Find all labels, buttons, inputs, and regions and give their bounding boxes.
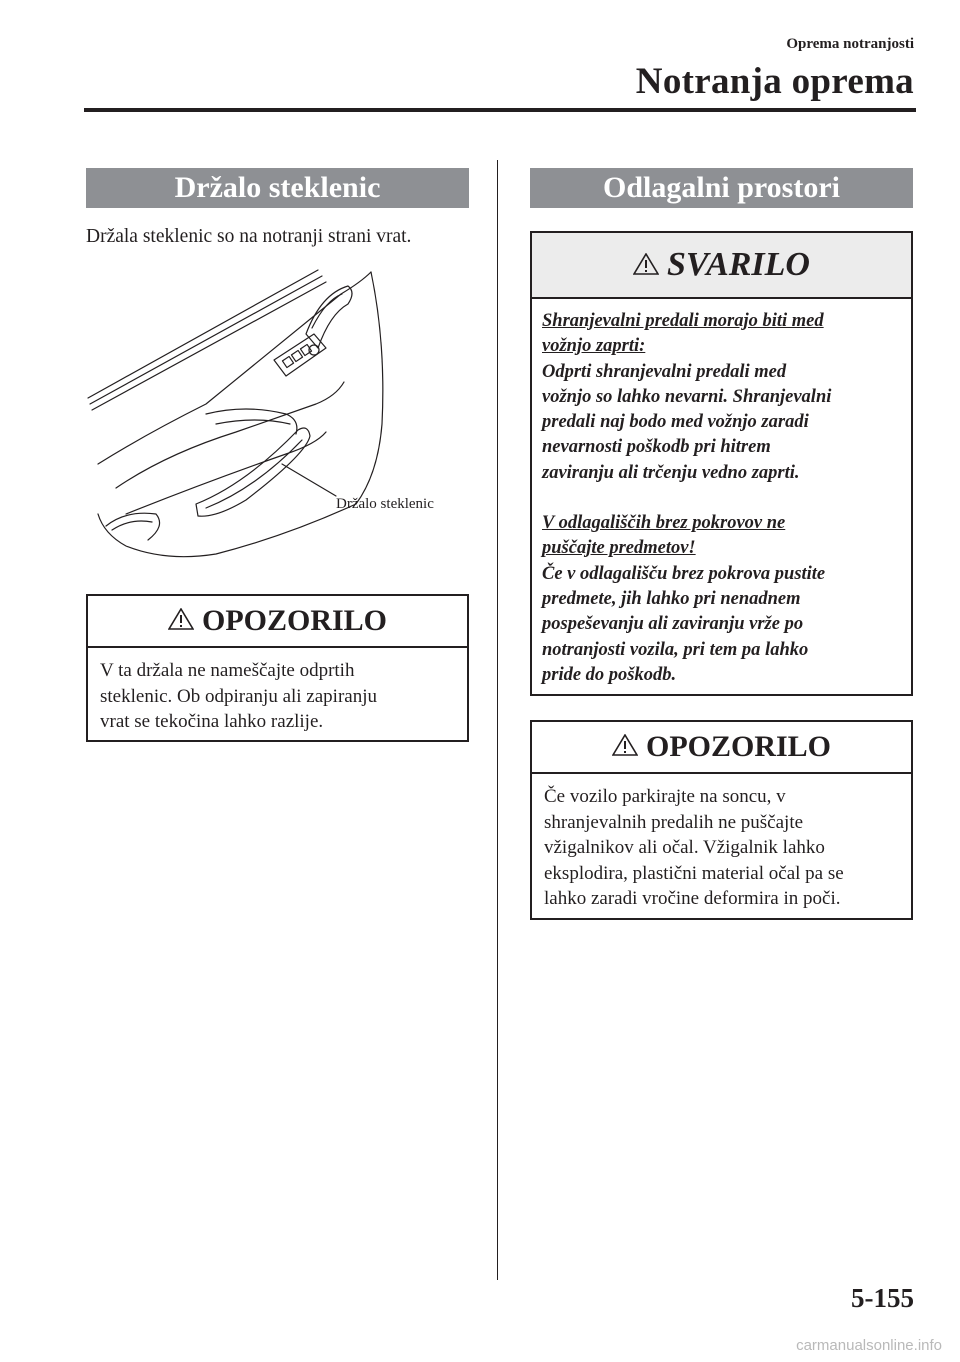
danger-line: pride do poškodb.: [542, 664, 677, 685]
danger-line: predmete, jih lahko pri nenadnem: [542, 588, 801, 609]
header-rule: [84, 108, 916, 112]
warning-line: vrat se tekočina lahko razlije.: [100, 711, 324, 732]
danger-line: pospeševanju ali zaviranju vrže po: [542, 614, 804, 635]
danger-line: Odprti shranjevalni predali med: [542, 361, 787, 382]
bottle-holder-heading: Držalo steklenic: [86, 168, 469, 208]
warning-line: lahko zaradi vročine deformira in poči.: [544, 888, 841, 909]
warning-line: vžigalnikov ali očal. Vžigalnik lahko: [544, 837, 825, 858]
danger-subtitle-line: puščajte predmetov!: [542, 538, 696, 559]
warning-triangle-icon: [612, 730, 638, 764]
section-title: Notranja oprema: [635, 61, 914, 102]
door-panel-drawing: [86, 264, 470, 564]
warning-line: steklenic. Ob odpiranju ali zapiranju: [100, 685, 377, 707]
danger-header: [532, 233, 911, 299]
door-illustration: [86, 264, 470, 564]
warning-title: OPOZORILO: [645, 730, 832, 763]
paragraph-gap: [542, 486, 901, 511]
warning-box-bottle: [86, 594, 469, 742]
warning-triangle-icon: [168, 604, 194, 638]
danger-line: Če v odlagališču brez pokrova pustite: [542, 563, 826, 584]
danger-line: nevarnosti poškodb pri hitrem: [542, 437, 771, 458]
warning-box-storage: [530, 720, 913, 920]
chapter-title: Oprema notranjosti: [786, 36, 914, 52]
warning-line: Če vozilo parkirajte na soncu, v: [544, 786, 786, 807]
page-number: 5-155: [851, 1283, 914, 1313]
danger-line: predali naj bodo med vožnjo zaradi: [542, 412, 809, 433]
warning-title: OPOZORILO: [201, 604, 388, 637]
warning-header: [532, 722, 911, 774]
danger-title: SVARILO: [667, 246, 810, 283]
danger-subtitle-line: vožnjo zaprti:: [542, 336, 646, 357]
danger-box-storage: [530, 231, 913, 696]
storage-heading: Odlagalni prostori: [530, 168, 913, 208]
danger-subtitle-line: V odlagališčih brez pokrovov ne: [542, 513, 786, 534]
bottle-holder-label: Držalo steklenic: [336, 496, 434, 512]
watermark: carmanualsonline.info: [796, 1337, 942, 1354]
warning-triangle-icon: [633, 246, 659, 284]
warning-line: eksplodira, plastični material očal pa se: [544, 862, 844, 884]
warning-text: [88, 648, 467, 745]
bottle-holder-intro: Držala steklenic so na notranji strani vrat.: [86, 226, 412, 247]
danger-subtitle-line: Shranjevalni predali morajo biti med: [542, 311, 824, 331]
danger-text: [532, 299, 911, 698]
danger-line: notranjosti vozila, pri tem pa lahko: [542, 639, 809, 660]
danger-line: zaviranju ali trčenju vedno zaprti.: [542, 462, 800, 483]
warning-line: V ta držala ne nameščajte odprtih: [100, 660, 355, 681]
danger-line: vožnjo so lahko nevarni. Shranjevalni: [542, 386, 832, 407]
warning-header: [88, 596, 467, 648]
warning-text: [532, 774, 911, 922]
warning-line: shranjevalnih predalih ne puščajte: [544, 811, 804, 833]
column-divider: [497, 160, 498, 1280]
